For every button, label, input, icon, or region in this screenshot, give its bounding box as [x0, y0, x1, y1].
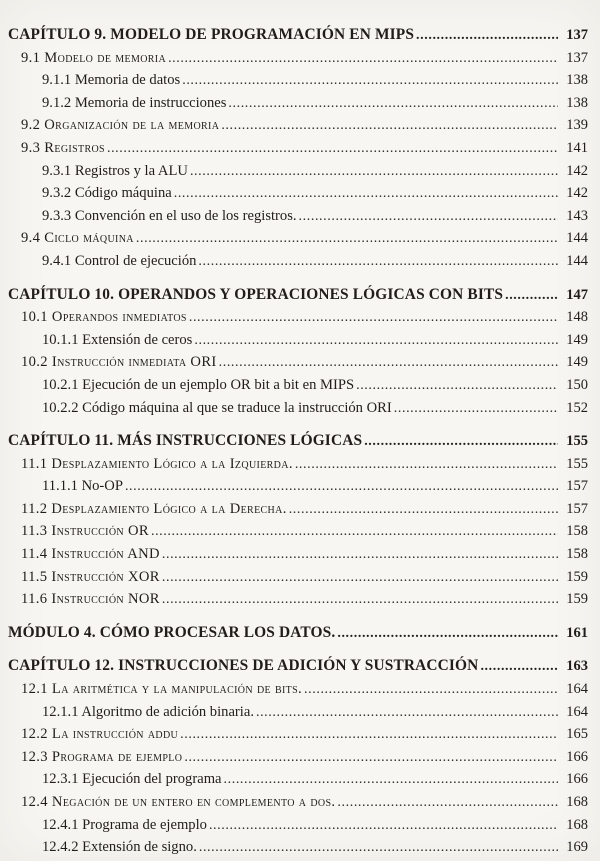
- toc-entry-label: CAPÍTULO 12. INSTRUCCIONES DE ADICIÓN Y SUSTRACCIÓN: [8, 657, 479, 675]
- toc-entry-chapter: [8, 24, 588, 47]
- toc-entry-label: 12.1.1 Algoritmo de adición binaria.: [42, 703, 254, 720]
- dot-leader: [356, 375, 558, 398]
- dot-leader: [199, 837, 558, 860]
- toc-entry-section: [8, 566, 588, 589]
- toc-entry-page: 144: [566, 252, 588, 269]
- toc-entry-chapter: [8, 284, 588, 307]
- toc-entry-page: 161: [566, 624, 588, 641]
- toc-entry-label: 9.4 Ciclo máquina: [21, 230, 134, 247]
- toc-entry-label: MÓDULO 4. CÓMO PROCESAR LOS DATOS.: [8, 623, 336, 641]
- toc-entry-section: [8, 351, 588, 374]
- toc-entry-subsection: [8, 374, 588, 397]
- toc-entry-section: [8, 47, 588, 70]
- dot-leader: [151, 521, 558, 544]
- dot-leader: [209, 815, 558, 838]
- toc-entry-section: [8, 498, 588, 521]
- toc-entry-label: 11.3 Instrucción OR: [21, 523, 149, 540]
- dot-leader: [219, 352, 558, 375]
- toc-entry-page: 168: [566, 816, 588, 833]
- toc-entry-label: 11.5 Instrucción XOR: [21, 568, 160, 585]
- dot-leader: [289, 499, 558, 522]
- toc-entry-subsection: [8, 475, 588, 498]
- toc-entry-label: 10.2.2 Código máquina al que se traduce la instrucción ORI: [42, 399, 392, 416]
- toc-entry-subsection: [8, 160, 588, 183]
- toc-entry-page: 147: [566, 286, 588, 303]
- dot-leader: [394, 398, 558, 421]
- toc-entry-label: 9.2 Organización de la memoria: [21, 117, 220, 134]
- toc-entry-section: [8, 453, 588, 476]
- toc-entry-page: 159: [566, 568, 588, 585]
- dot-leader: [184, 747, 558, 770]
- toc-entry-page: 142: [566, 185, 588, 202]
- dot-leader: [162, 567, 558, 590]
- toc-entry-label: 9.1.2 Memoria de instrucciones: [42, 94, 227, 111]
- dot-leader: [337, 792, 558, 815]
- dot-leader: [224, 769, 558, 792]
- dot-leader: [480, 656, 558, 679]
- toc-entry-subsection: [8, 397, 588, 420]
- toc-entry-section: [8, 520, 588, 543]
- toc-entry-section: [8, 791, 588, 814]
- toc-entry-page: 157: [566, 478, 588, 495]
- dot-leader: [416, 25, 558, 48]
- toc-entry-page: 138: [566, 72, 588, 89]
- toc-entry-subsection: [8, 250, 588, 273]
- toc-entry-page: 158: [566, 523, 588, 540]
- dot-leader: [505, 285, 558, 308]
- toc-entry-chapter: [8, 655, 588, 678]
- dot-leader: [194, 330, 558, 353]
- toc-entry-label: 11.1 Desplazamiento Lógico a la Izquierda.: [21, 455, 293, 472]
- toc-entry-label: 12.3 Programa de ejemplo: [21, 748, 183, 765]
- toc-entry-page: 152: [566, 399, 588, 416]
- toc-entry-page: 149: [566, 354, 588, 371]
- toc-entry-page: 158: [566, 546, 588, 563]
- toc-entry-page: 138: [566, 94, 588, 111]
- toc-entry-page: 155: [566, 433, 588, 450]
- dot-leader: [256, 702, 558, 725]
- toc-entry-section: [8, 543, 588, 566]
- toc-entry-label: 10.1.1 Extensión de ceros: [42, 331, 193, 348]
- toc-entry-label: 9.3 Registros: [21, 139, 105, 156]
- toc-entry-page: 155: [566, 455, 588, 472]
- toc-entry-label: 11.1.1 No-OP: [42, 478, 123, 495]
- toc-entry-section: [8, 746, 588, 769]
- toc-entry-label: 12.1 La aritmética y la manipulación de bits.: [21, 681, 303, 698]
- toc-entry-label: 9.3.3 Convención en el uso de los registros.: [42, 207, 297, 224]
- toc-entry-page: 168: [566, 794, 588, 810]
- toc-entry-page: 163: [566, 658, 588, 675]
- toc-entry-subsection: [8, 814, 588, 837]
- dot-leader: [337, 623, 558, 646]
- toc-entry-subsection: [8, 701, 588, 724]
- toc-entry-page: 169: [566, 839, 588, 856]
- dot-leader: [299, 206, 558, 229]
- toc-entry-label: CAPÍTULO 9. MODELO DE PROGRAMACIÓN EN MIPS: [8, 26, 415, 43]
- toc-entry-page: 141: [566, 139, 588, 156]
- toc-entry-label: 11.2 Desplazamiento Lógico a la Derecha.: [21, 500, 287, 517]
- dot-leader: [162, 544, 558, 567]
- dot-leader: [364, 431, 558, 454]
- toc-entry-page: 143: [566, 207, 588, 224]
- dot-leader: [228, 93, 558, 116]
- dot-leader: [107, 138, 558, 161]
- toc-entry-subsection: [8, 205, 588, 228]
- toc-entry-label: 9.3.2 Código máquina: [42, 185, 172, 202]
- toc-entry-label: 10.2 Instrucción inmediata ORI: [21, 354, 217, 371]
- toc-entry-section: [8, 723, 588, 746]
- toc-entry-page: 159: [566, 591, 588, 608]
- dot-leader: [189, 307, 558, 330]
- dot-leader: [136, 228, 558, 251]
- toc-list: [8, 24, 588, 859]
- toc-entry-label: 11.4 Instrucción AND: [21, 546, 160, 563]
- toc-entry-page: 144: [566, 230, 588, 247]
- toc-entry-page: 157: [566, 500, 588, 517]
- dot-leader: [295, 454, 558, 477]
- dot-leader: [190, 161, 558, 184]
- toc-entry-page: 165: [566, 726, 588, 743]
- toc-entry-label: 12.4.2 Extensión de signo.: [42, 839, 197, 856]
- toc-entry-page: 164: [566, 703, 588, 720]
- toc-entry-label: 9.4.1 Control de ejecución: [42, 252, 197, 269]
- dot-leader: [198, 251, 558, 274]
- toc-entry-subsection: [8, 182, 588, 205]
- toc-entry-subsection: [8, 836, 588, 859]
- dot-leader: [168, 48, 558, 71]
- toc-entry-page: 149: [566, 331, 588, 348]
- toc-entry-page: 148: [566, 309, 588, 326]
- toc-entry-subsection: [8, 92, 588, 115]
- toc-entry-section: [8, 678, 588, 701]
- toc-entry-label: 9.1.1 Memoria de datos: [42, 72, 181, 89]
- toc-entry-page: 166: [566, 748, 588, 765]
- toc-entry-section: [8, 227, 588, 250]
- toc-entry-subsection: [8, 768, 588, 791]
- toc-entry-section: [8, 588, 588, 611]
- toc-entry-label: 11.6 Instrucción NOR: [21, 591, 160, 608]
- toc-entry-page: 150: [566, 376, 588, 393]
- dot-leader: [304, 679, 558, 702]
- toc-entry-label: 10.2.1 Ejecución de un ejemplo OR bit a bit en MIPS: [42, 376, 355, 393]
- toc-entry-label: 12.3.1 Ejecución del programa: [42, 771, 222, 788]
- toc-entry-subsection: [8, 329, 588, 352]
- toc-entry-page: 137: [566, 27, 588, 43]
- toc-entry-chapter: [8, 622, 588, 645]
- toc-entry-label: 10.1 Operandos inmediatos: [21, 309, 187, 326]
- toc-entry-page: 137: [566, 49, 588, 66]
- toc-entry-page: 139: [566, 117, 588, 134]
- toc-entry-subsection: [8, 69, 588, 92]
- dot-leader: [182, 70, 558, 93]
- toc-entry-section: [8, 137, 588, 160]
- toc-entry-page: 164: [566, 681, 588, 698]
- toc-entry-label: CAPÍTULO 11. MÁS INSTRUCCIONES LÓGICAS: [8, 432, 363, 450]
- toc-entry-section: [8, 114, 588, 137]
- toc-entry-label: 12.2 La instrucción addu: [21, 726, 179, 743]
- toc-entry-chapter: [8, 430, 588, 453]
- toc-entry-section: [8, 306, 588, 329]
- dot-leader: [180, 724, 558, 747]
- toc-entry-label: 9.3.1 Registros y la ALU: [42, 162, 188, 179]
- dot-leader: [125, 476, 558, 499]
- dot-leader: [162, 589, 558, 612]
- toc-entry-label: CAPÍTULO 10. OPERANDOS Y OPERACIONES LÓGICAS CON BITS: [8, 285, 504, 303]
- toc-entry-label: 12.4 Negación de un entero en complemento a dos.: [21, 794, 336, 810]
- toc-entry-label: 9.1 Modelo de memoria: [21, 49, 167, 66]
- dot-leader: [221, 115, 558, 138]
- dot-leader: [174, 183, 558, 206]
- toc-entry-page: 166: [566, 771, 588, 788]
- toc-entry-page: 142: [566, 162, 588, 179]
- toc-entry-label: 12.4.1 Programa de ejemplo: [42, 816, 207, 833]
